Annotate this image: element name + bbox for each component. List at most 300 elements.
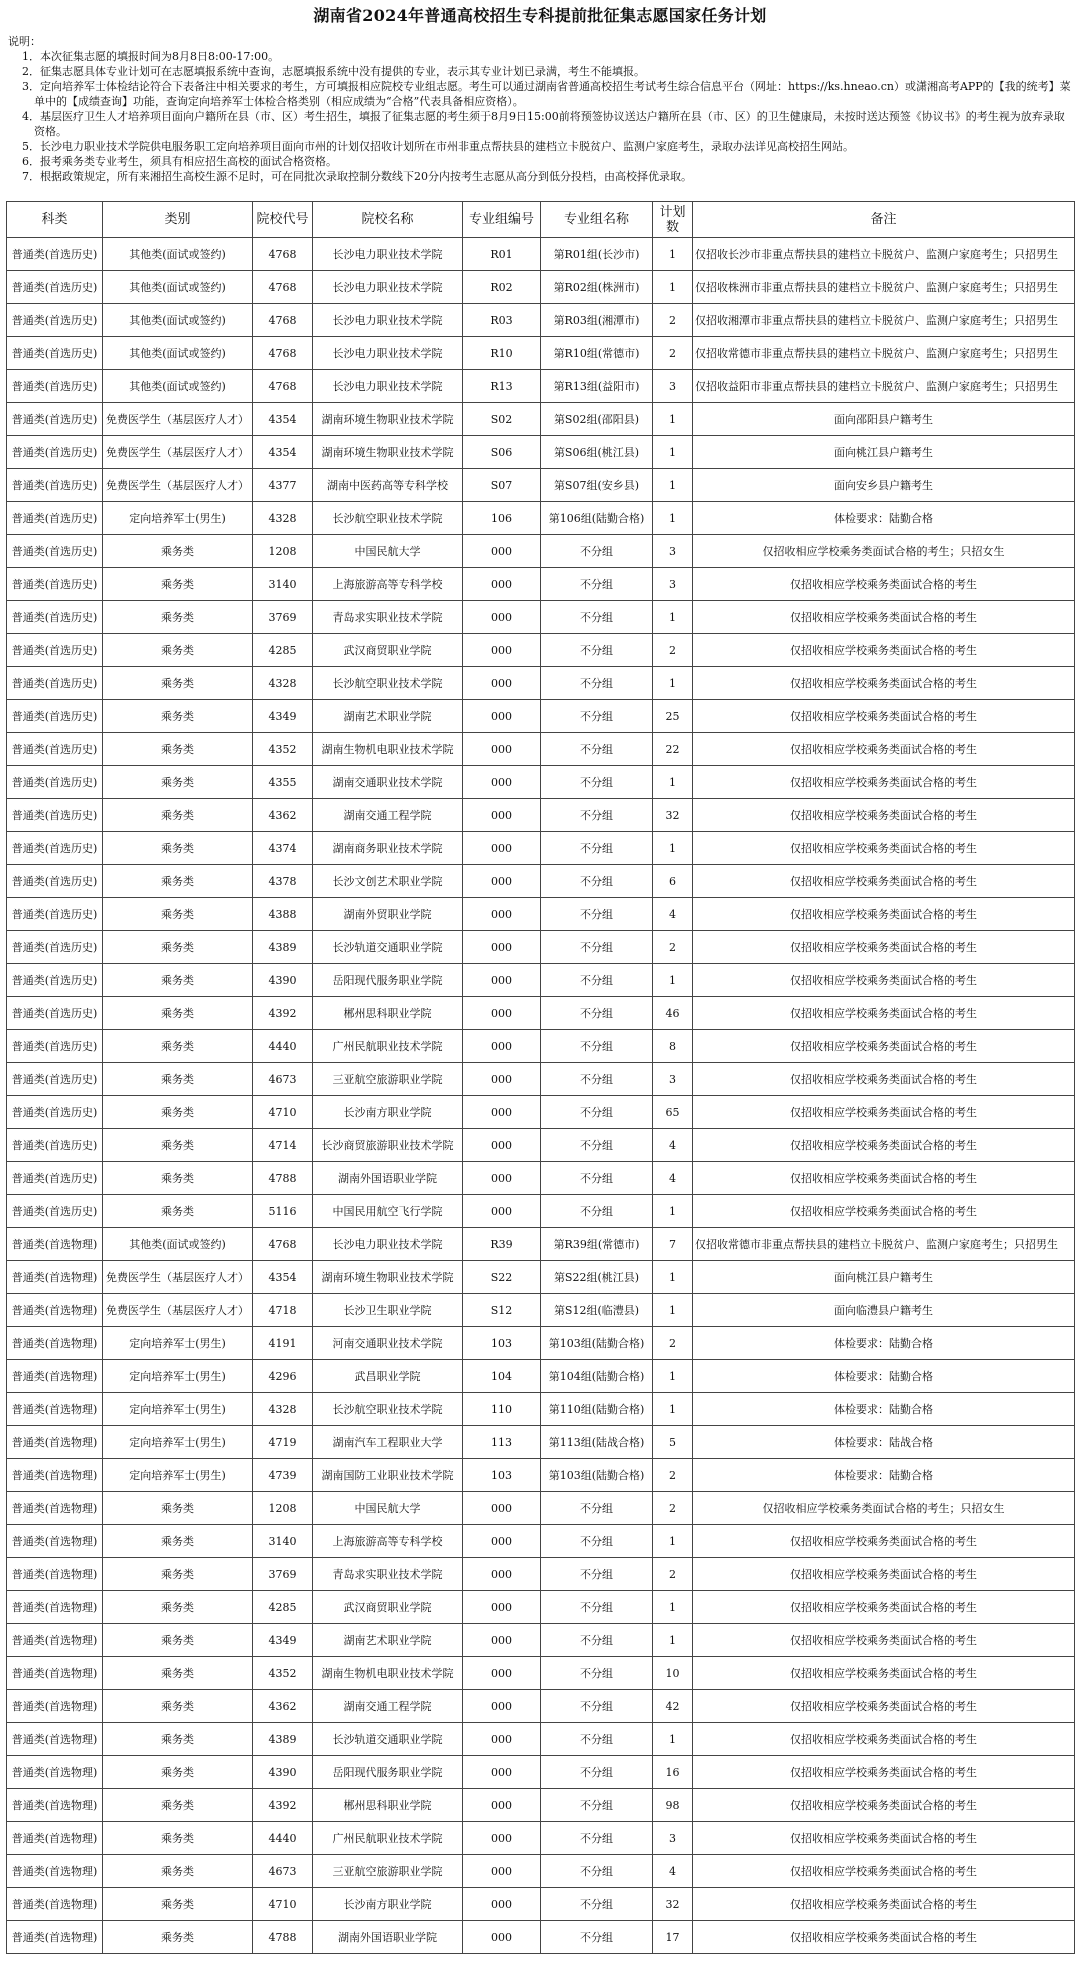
school-code-cell: 3769: [253, 601, 313, 634]
type-cell: 乘务类: [103, 1624, 253, 1657]
group-name-cell: 第R01组(长沙市): [541, 238, 653, 271]
table-row: [7, 1129, 1075, 1162]
group-code-cell: 000: [463, 1063, 541, 1096]
remarks-cell: 仅招收相应学校乘务类面试合格的考生: [693, 1690, 1075, 1723]
school-code-cell: 4440: [253, 1030, 313, 1063]
table-row: [7, 1459, 1075, 1492]
table-row: [7, 1327, 1075, 1360]
table-row: [7, 1525, 1075, 1558]
note-item: 5．长沙电力职业技术学院供电服务职工定向培养项目面向市州的计划仅招收计划所在市州非重点帮扶县的建档立卡脱贫户、监测户家庭考生，录取办法详见高校招生网站。: [22, 140, 854, 153]
school-name-cell: 湖南外国语职业学院: [313, 1921, 463, 1954]
plan-count-cell: 1: [653, 1393, 693, 1426]
type-cell: 乘务类: [103, 601, 253, 634]
school-name-cell: 广州民航职业技术学院: [313, 1822, 463, 1855]
group-code-cell: 113: [463, 1426, 541, 1459]
school-code-cell: 4710: [253, 1096, 313, 1129]
plan-count-cell: 8: [653, 1030, 693, 1063]
school-code-cell: 4788: [253, 1921, 313, 1954]
type-cell: 乘务类: [103, 1063, 253, 1096]
category-cell: 普通类(首选历史): [7, 1063, 103, 1096]
note-item: 2．征集志愿具体专业计划可在志愿填报系统中查询，志愿填报系统中没有提供的专业，表示其专业计划已录满，考生不能填报。: [22, 65, 645, 78]
table-row: [7, 997, 1075, 1030]
type-cell: 乘务类: [103, 1195, 253, 1228]
type-cell: 乘务类: [103, 799, 253, 832]
type-cell: 乘务类: [103, 568, 253, 601]
group-name-cell: 第S12组(临澧县): [541, 1294, 653, 1327]
table-row: [7, 568, 1075, 601]
school-name-cell: 湖南商务职业技术学院: [313, 832, 463, 865]
school-code-cell: 1208: [253, 535, 313, 568]
type-cell: 乘务类: [103, 931, 253, 964]
plan-count-cell: 2: [653, 1459, 693, 1492]
type-cell: 乘务类: [103, 1558, 253, 1591]
remarks-cell: 仅招收相应学校乘务类面试合格的考生: [693, 568, 1075, 601]
table-row: [7, 733, 1075, 766]
plan-count-cell: 65: [653, 1096, 693, 1129]
group-name-cell: 第R10组(常德市): [541, 337, 653, 370]
type-cell: 乘务类: [103, 1129, 253, 1162]
type-cell: 乘务类: [103, 1756, 253, 1789]
school-code-cell: 4389: [253, 931, 313, 964]
group-code-cell: 000: [463, 1690, 541, 1723]
group-name-cell: 不分组: [541, 1063, 653, 1096]
type-cell: 乘务类: [103, 1855, 253, 1888]
category-cell: 普通类(首选历史): [7, 964, 103, 997]
school-name-cell: 长沙卫生职业学院: [313, 1294, 463, 1327]
type-cell: 乘务类: [103, 1096, 253, 1129]
school-code-cell: 5116: [253, 1195, 313, 1228]
category-cell: 普通类(首选物理): [7, 1327, 103, 1360]
remarks-cell: 仅招收相应学校乘务类面试合格的考生: [693, 1129, 1075, 1162]
school-name-cell: 湖南生物机电职业技术学院: [313, 733, 463, 766]
remarks-cell: 仅招收相应学校乘务类面试合格的考生: [693, 931, 1075, 964]
school-code-cell: 4768: [253, 238, 313, 271]
plan-count-cell: 1: [653, 667, 693, 700]
school-name-cell: 长沙商贸旅游职业技术学院: [313, 1129, 463, 1162]
group-code-cell: 103: [463, 1459, 541, 1492]
category-cell: 普通类(首选历史): [7, 502, 103, 535]
table-row: [7, 766, 1075, 799]
school-code-cell: 4739: [253, 1459, 313, 1492]
group-code-cell: 000: [463, 1789, 541, 1822]
school-name-cell: 河南交通职业技术学院: [313, 1327, 463, 1360]
school-code-cell: 4673: [253, 1063, 313, 1096]
table-row: [7, 1888, 1075, 1921]
school-name-cell: 长沙轨道交通职业学院: [313, 931, 463, 964]
group-name-cell: 不分组: [541, 997, 653, 1030]
plan-count-cell: 1: [653, 1261, 693, 1294]
group-name-cell: 第106组(陆勤合格): [541, 502, 653, 535]
type-cell: 乘务类: [103, 733, 253, 766]
category-cell: 普通类(首选历史): [7, 403, 103, 436]
group-code-cell: 000: [463, 766, 541, 799]
group-code-cell: 000: [463, 1822, 541, 1855]
school-code-cell: 4719: [253, 1426, 313, 1459]
notes-label: 说明：: [8, 35, 41, 48]
type-cell: 定向培养军士(男生): [103, 1360, 253, 1393]
category-cell: 普通类(首选物理): [7, 1360, 103, 1393]
group-code-cell: 106: [463, 502, 541, 535]
school-name-cell: 长沙航空职业技术学院: [313, 502, 463, 535]
category-cell: 普通类(首选历史): [7, 832, 103, 865]
category-cell: 普通类(首选历史): [7, 469, 103, 502]
category-cell: 普通类(首选历史): [7, 1129, 103, 1162]
type-cell: 免费医学生（基层医疗人才）: [103, 436, 253, 469]
plan-count-cell: 2: [653, 337, 693, 370]
group-name-cell: 第S07组(安乡县): [541, 469, 653, 502]
category-cell: 普通类(首选物理): [7, 1294, 103, 1327]
remarks-cell: 仅招收相应学校乘务类面试合格的考生: [693, 1723, 1075, 1756]
type-cell: 其他类(面试或签约): [103, 271, 253, 304]
category-cell: 普通类(首选历史): [7, 766, 103, 799]
table-row: [7, 1690, 1075, 1723]
group-code-cell: R02: [463, 271, 541, 304]
note-item: 6．报考乘务类专业考生，须具有相应招生高校的面试合格资格。: [22, 155, 337, 168]
school-name-cell: 长沙南方职业学院: [313, 1096, 463, 1129]
group-code-cell: 000: [463, 931, 541, 964]
plan-count-cell: 1: [653, 1294, 693, 1327]
school-code-cell: 4349: [253, 700, 313, 733]
category-cell: 普通类(首选历史): [7, 535, 103, 568]
school-code-cell: 4349: [253, 1624, 313, 1657]
type-cell: 乘务类: [103, 766, 253, 799]
school-code-cell: 4328: [253, 1393, 313, 1426]
type-cell: 定向培养军士(男生): [103, 502, 253, 535]
remarks-cell: 仅招收相应学校乘务类面试合格的考生: [693, 634, 1075, 667]
table-row: [7, 799, 1075, 832]
school-code-cell: 4768: [253, 337, 313, 370]
table-row: [7, 1789, 1075, 1822]
remarks-cell: 面向桃江县户籍考生: [693, 436, 1075, 469]
plan-count-cell: 1: [653, 1195, 693, 1228]
school-name-cell: 湖南环境生物职业技术学院: [313, 1261, 463, 1294]
table-row: [7, 1822, 1075, 1855]
school-name-cell: 武汉商贸职业学院: [313, 634, 463, 667]
category-cell: 普通类(首选物理): [7, 1855, 103, 1888]
group-code-cell: 000: [463, 1195, 541, 1228]
school-name-cell: 长沙轨道交通职业学院: [313, 1723, 463, 1756]
school-name-cell: 长沙南方职业学院: [313, 1888, 463, 1921]
type-cell: 乘务类: [103, 1690, 253, 1723]
plan-count-cell: 2: [653, 1492, 693, 1525]
category-cell: 普通类(首选历史): [7, 733, 103, 766]
school-name-cell: 广州民航职业技术学院: [313, 1030, 463, 1063]
category-cell: 普通类(首选历史): [7, 304, 103, 337]
group-name-cell: 不分组: [541, 1525, 653, 1558]
type-cell: 乘务类: [103, 865, 253, 898]
type-cell: 免费医学生（基层医疗人才）: [103, 403, 253, 436]
type-cell: 其他类(面试或签约): [103, 304, 253, 337]
table-row: [7, 1591, 1075, 1624]
group-code-cell: 000: [463, 700, 541, 733]
table-row: [7, 502, 1075, 535]
group-name-cell: 不分组: [541, 634, 653, 667]
group-name-cell: 不分组: [541, 1030, 653, 1063]
remarks-cell: 仅招收相应学校乘务类面试合格的考生: [693, 1525, 1075, 1558]
table-row: [7, 337, 1075, 370]
school-name-cell: 长沙电力职业技术学院: [313, 304, 463, 337]
group-code-cell: 000: [463, 1162, 541, 1195]
school-code-cell: 4362: [253, 799, 313, 832]
school-name-cell: 湖南生物机电职业技术学院: [313, 1657, 463, 1690]
plan-count-cell: 4: [653, 1129, 693, 1162]
group-name-cell: 不分组: [541, 1591, 653, 1624]
school-code-cell: 3140: [253, 1525, 313, 1558]
remarks-cell: 仅招收相应学校乘务类面试合格的考生: [693, 799, 1075, 832]
table-row: [7, 1426, 1075, 1459]
category-cell: 普通类(首选历史): [7, 436, 103, 469]
group-name-cell: 不分组: [541, 1690, 653, 1723]
school-code-cell: 4718: [253, 1294, 313, 1327]
school-code-cell: 4768: [253, 370, 313, 403]
table-row: [7, 1294, 1075, 1327]
plan-count-cell: 3: [653, 568, 693, 601]
category-cell: 普通类(首选历史): [7, 1162, 103, 1195]
group-code-cell: 000: [463, 1525, 541, 1558]
school-code-cell: 4390: [253, 964, 313, 997]
plan-count-cell: 1: [653, 469, 693, 502]
school-name-cell: 郴州思科职业学院: [313, 997, 463, 1030]
table-row: [7, 898, 1075, 931]
group-code-cell: R03: [463, 304, 541, 337]
school-code-cell: 4378: [253, 865, 313, 898]
category-cell: 普通类(首选历史): [7, 1195, 103, 1228]
category-cell: 普通类(首选物理): [7, 1228, 103, 1261]
school-name-cell: 湖南汽车工程职业大学: [313, 1426, 463, 1459]
group-code-cell: 000: [463, 1723, 541, 1756]
group-code-cell: 000: [463, 832, 541, 865]
plan-count-cell: 1: [653, 601, 693, 634]
group-code-cell: 000: [463, 964, 541, 997]
group-code-cell: S02: [463, 403, 541, 436]
category-cell: 普通类(首选物理): [7, 1921, 103, 1954]
group-name-cell: 第S06组(桃江县): [541, 436, 653, 469]
school-code-cell: 4710: [253, 1888, 313, 1921]
school-code-cell: 4374: [253, 832, 313, 865]
remarks-cell: 仅招收常德市非重点帮扶县的建档立卡脱贫户、监测户家庭考生；只招男生: [693, 337, 1075, 370]
school-name-cell: 长沙电力职业技术学院: [313, 1228, 463, 1261]
group-name-cell: 不分组: [541, 1558, 653, 1591]
category-cell: 普通类(首选物理): [7, 1888, 103, 1921]
group-name-cell: 不分组: [541, 601, 653, 634]
table-row: [7, 865, 1075, 898]
category-cell: 普通类(首选物理): [7, 1591, 103, 1624]
group-name-cell: 不分组: [541, 667, 653, 700]
group-name-cell: 不分组: [541, 799, 653, 832]
group-name-cell: 不分组: [541, 1624, 653, 1657]
col-header-group-name: 专业组名称: [541, 202, 653, 238]
plan-count-cell: 1: [653, 502, 693, 535]
group-code-cell: S06: [463, 436, 541, 469]
school-name-cell: 长沙电力职业技术学院: [313, 337, 463, 370]
remarks-cell: 仅招收常德市非重点帮扶县的建档立卡脱贫户、监测户家庭考生；只招男生: [693, 1228, 1075, 1261]
type-cell: 乘务类: [103, 667, 253, 700]
note-item: 3．定向培养军士体检结论符合下表备注中相关要求的考生，方可填报相应院校专业组志愿。考生可以通过湖南省普通高校招生考试考生综合信息平台（网址：https://ks.hneao.cn）或潇湘高考APP的【我的统考】菜单中的【成绩查询】功能，查询定向培养军士体检合格类别（相应成绩为“合格”代表具备相应资格）。: [22, 80, 1071, 108]
type-cell: 定向培养军士(男生): [103, 1327, 253, 1360]
col-header-school-code: 院校代号: [253, 202, 313, 238]
plan-count-cell: 32: [653, 799, 693, 832]
type-cell: 其他类(面试或签约): [103, 1228, 253, 1261]
group-name-cell: 不分组: [541, 766, 653, 799]
school-code-cell: 4296: [253, 1360, 313, 1393]
category-cell: 普通类(首选历史): [7, 568, 103, 601]
group-code-cell: 000: [463, 1558, 541, 1591]
table-row: [7, 634, 1075, 667]
school-code-cell: 4354: [253, 1261, 313, 1294]
plan-count-cell: 3: [653, 1822, 693, 1855]
group-name-cell: 不分组: [541, 1096, 653, 1129]
remarks-cell: 仅招收相应学校乘务类面试合格的考生: [693, 898, 1075, 931]
type-cell: 乘务类: [103, 634, 253, 667]
category-cell: 普通类(首选历史): [7, 601, 103, 634]
group-code-cell: S12: [463, 1294, 541, 1327]
remarks-cell: 面向临澧县户籍考生: [693, 1294, 1075, 1327]
type-cell: 乘务类: [103, 832, 253, 865]
group-code-cell: 110: [463, 1393, 541, 1426]
school-name-cell: 湖南外国语职业学院: [313, 1162, 463, 1195]
plan-count-cell: 1: [653, 766, 693, 799]
school-name-cell: 湖南外贸职业学院: [313, 898, 463, 931]
school-code-cell: 4355: [253, 766, 313, 799]
remarks-cell: 仅招收相应学校乘务类面试合格的考生: [693, 1657, 1075, 1690]
school-name-cell: 长沙航空职业技术学院: [313, 1393, 463, 1426]
group-code-cell: 103: [463, 1327, 541, 1360]
plan-count-cell: 1: [653, 403, 693, 436]
group-code-cell: S22: [463, 1261, 541, 1294]
school-name-cell: 湖南国防工业职业技术学院: [313, 1459, 463, 1492]
plan-count-cell: 1: [653, 1591, 693, 1624]
school-code-cell: 4673: [253, 1855, 313, 1888]
category-cell: 普通类(首选物理): [7, 1624, 103, 1657]
table-row: [7, 304, 1075, 337]
remarks-cell: 仅招收相应学校乘务类面试合格的考生: [693, 1591, 1075, 1624]
type-cell: 定向培养军士(男生): [103, 1393, 253, 1426]
category-cell: 普通类(首选历史): [7, 667, 103, 700]
remarks-cell: 面向邵阳县户籍考生: [693, 403, 1075, 436]
remarks-cell: 体检要求：陆勤合格: [693, 1327, 1075, 1360]
group-code-cell: S07: [463, 469, 541, 502]
type-cell: 其他类(面试或签约): [103, 238, 253, 271]
plan-count-cell: 3: [653, 1063, 693, 1096]
table-row: [7, 1195, 1075, 1228]
school-name-cell: 青岛求实职业技术学院: [313, 601, 463, 634]
group-name-cell: 第110组(陆勤合格): [541, 1393, 653, 1426]
group-code-cell: 000: [463, 1624, 541, 1657]
plan-count-cell: 10: [653, 1657, 693, 1690]
plan-count-cell: 1: [653, 1360, 693, 1393]
col-header-type: 类别: [103, 202, 253, 238]
school-name-cell: 三亚航空旅游职业学院: [313, 1063, 463, 1096]
table-row: [7, 1063, 1075, 1096]
note-item: 7．根据政策规定，所有来湘招生高校生源不足时，可在同批次录取控制分数线下20分内按考生志愿从高分到低分投档，由高校择优录取。: [22, 170, 692, 183]
plan-count-cell: 3: [653, 370, 693, 403]
remarks-cell: 仅招收相应学校乘务类面试合格的考生: [693, 1558, 1075, 1591]
remarks-cell: 仅招收相应学校乘务类面试合格的考生: [693, 1195, 1075, 1228]
type-cell: 乘务类: [103, 964, 253, 997]
table-row: [7, 1393, 1075, 1426]
group-name-cell: 不分组: [541, 865, 653, 898]
table-row: [7, 1096, 1075, 1129]
remarks-cell: 仅招收湘潭市非重点帮扶县的建档立卡脱贫户、监测户家庭考生；只招男生: [693, 304, 1075, 337]
school-code-cell: 4768: [253, 271, 313, 304]
type-cell: 乘务类: [103, 1525, 253, 1558]
table-row: [7, 700, 1075, 733]
category-cell: 普通类(首选历史): [7, 370, 103, 403]
group-name-cell: 第104组(陆勤合格): [541, 1360, 653, 1393]
category-cell: 普通类(首选历史): [7, 634, 103, 667]
group-code-cell: 000: [463, 601, 541, 634]
group-code-cell: 000: [463, 898, 541, 931]
group-name-cell: 第R02组(株洲市): [541, 271, 653, 304]
remarks-cell: 仅招收相应学校乘务类面试合格的考生: [693, 1096, 1075, 1129]
group-name-cell: 第113组(陆战合格): [541, 1426, 653, 1459]
group-code-cell: 000: [463, 1492, 541, 1525]
group-code-cell: 000: [463, 1888, 541, 1921]
col-header-category: 科类: [7, 202, 103, 238]
col-header-plan-count: 计划数: [653, 202, 693, 238]
group-name-cell: 不分组: [541, 733, 653, 766]
category-cell: 普通类(首选历史): [7, 997, 103, 1030]
group-code-cell: 000: [463, 634, 541, 667]
table-row: [7, 271, 1075, 304]
plan-table: [6, 201, 1075, 1954]
school-name-cell: 湖南交通工程学院: [313, 799, 463, 832]
plan-count-cell: 2: [653, 1327, 693, 1360]
type-cell: 免费医学生（基层医疗人才）: [103, 1261, 253, 1294]
school-code-cell: 4352: [253, 1657, 313, 1690]
group-name-cell: 第S02组(邵阳县): [541, 403, 653, 436]
remarks-cell: 仅招收相应学校乘务类面试合格的考生: [693, 733, 1075, 766]
school-name-cell: 三亚航空旅游职业学院: [313, 1855, 463, 1888]
school-code-cell: 4352: [253, 733, 313, 766]
remarks-cell: 体检要求：陆勤合格: [693, 502, 1075, 535]
group-name-cell: 不分组: [541, 700, 653, 733]
group-code-cell: 000: [463, 1855, 541, 1888]
table-row: [7, 1228, 1075, 1261]
group-name-cell: 不分组: [541, 1657, 653, 1690]
type-cell: 其他类(面试或签约): [103, 337, 253, 370]
note-item: 1．本次征集志愿的填报时间为8月8日8:00-17:00。: [22, 50, 280, 63]
school-name-cell: 湖南交通工程学院: [313, 1690, 463, 1723]
type-cell: 乘务类: [103, 898, 253, 931]
type-cell: 乘务类: [103, 535, 253, 568]
school-name-cell: 武昌职业学院: [313, 1360, 463, 1393]
group-name-cell: 不分组: [541, 535, 653, 568]
group-name-cell: 第R13组(益阳市): [541, 370, 653, 403]
col-header-school-name: 院校名称: [313, 202, 463, 238]
remarks-cell: 仅招收益阳市非重点帮扶县的建档立卡脱贫户、监测户家庭考生；只招男生: [693, 370, 1075, 403]
category-cell: 普通类(首选物理): [7, 1822, 103, 1855]
remarks-cell: 仅招收相应学校乘务类面试合格的考生: [693, 832, 1075, 865]
group-name-cell: 第103组(陆勤合格): [541, 1327, 653, 1360]
plan-count-cell: 1: [653, 436, 693, 469]
remarks-cell: 仅招收相应学校乘务类面试合格的考生: [693, 1888, 1075, 1921]
group-name-cell: 第R39组(常德市): [541, 1228, 653, 1261]
school-code-cell: 1208: [253, 1492, 313, 1525]
category-cell: 普通类(首选物理): [7, 1525, 103, 1558]
remarks-cell: 仅招收相应学校乘务类面试合格的考生；只招女生: [693, 535, 1075, 568]
school-code-cell: 4768: [253, 1228, 313, 1261]
type-cell: 乘务类: [103, 1888, 253, 1921]
category-cell: 普通类(首选物理): [7, 1756, 103, 1789]
school-code-cell: 4362: [253, 1690, 313, 1723]
table-row: [7, 370, 1075, 403]
page-title: 湖南省2024年普通高校招生专科提前批征集志愿国家任务计划: [313, 6, 767, 25]
plan-count-cell: 42: [653, 1690, 693, 1723]
plan-count-cell: 1: [653, 964, 693, 997]
remarks-cell: 仅招收相应学校乘务类面试合格的考生: [693, 700, 1075, 733]
category-cell: 普通类(首选历史): [7, 238, 103, 271]
